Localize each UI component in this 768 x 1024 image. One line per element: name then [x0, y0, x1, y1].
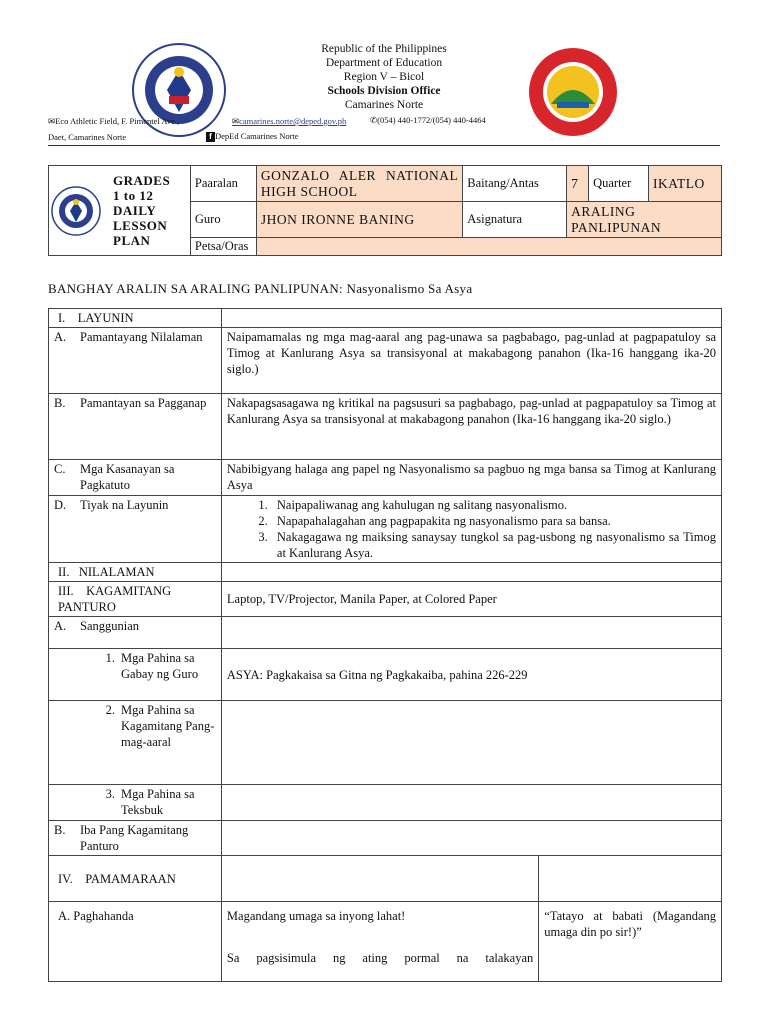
- deped-seal-small: [51, 186, 101, 236]
- row-d-label: D. Tiyak na Layunin: [49, 496, 222, 563]
- row-s3: 3. Mga Pahina sa Teksbuk: [49, 785, 222, 821]
- row-b-text: Nakapagsasagawa ng kritikal na pagsusuri sa pagbabago, pag-unlad at pagpapatuloy sa Timog at Kanlurang Asya sa transisyonal at makabagong panahon (Ika-16 hanggang ika-20 siglo.): [221, 394, 721, 460]
- row-kagamitan-text: Laptop, TV/Projector, Manila Paper, at Colored Paper: [221, 582, 721, 617]
- teacher-line-1: Magandang umaga sa inyong lahat!: [226, 909, 406, 923]
- paaralan-label: Paaralan: [190, 166, 256, 202]
- header-line-sdo: Schools Division Office: [327, 85, 441, 97]
- row-s2-blank: [221, 701, 721, 785]
- row-kagamitan: III. KAGAMITANG PANTURO: [49, 582, 222, 617]
- row-s1-text: ASYA: Pagkakaisa sa Gitna ng Pagkakaiba, pahina 226-229: [221, 649, 721, 701]
- spacer: [227, 924, 533, 950]
- row-s3-blank: [221, 785, 721, 821]
- row-sanggunian: A. Sanggunian: [49, 617, 222, 649]
- row-c-label: C. Mga Kasanayan sa Pagkatuto: [49, 460, 222, 496]
- row-a-label: A. Pamantayang Nilalaman: [49, 328, 222, 394]
- row-nilalaman: II. NILALAMAN: [49, 563, 222, 582]
- row-sanggunian-blank: [221, 617, 721, 649]
- contact-phone: ✆(054) 440-1772/(054) 440-4464: [370, 115, 486, 125]
- list-item: 2. Napapahalagahan ang pagpapakita ng nasyonalismo para sa bansa.: [271, 513, 716, 529]
- header-text: [0, 42, 768, 112]
- lesson-info-table: [48, 165, 722, 256]
- header-line-division: Camarines Norte: [344, 99, 424, 111]
- contact-address-2: Daet, Camarines Norte: [48, 132, 127, 142]
- row-layunin-blank: [221, 309, 721, 328]
- row-paghahanda-teacher: [221, 902, 538, 982]
- header-divider: [48, 145, 720, 146]
- row-nilalaman-blank: [221, 563, 721, 582]
- row-paghahanda-student: “Tatayo at babati (Magandang umaga din po sir!)”: [539, 902, 722, 982]
- guro-label: Guro: [190, 202, 256, 238]
- row-c-text: Nabibigyang halaga ang papel ng Nasyonalismo sa pagbuo ng mga bansa sa Timog at Kanlurang Asya: [221, 460, 721, 496]
- list-item: 3. Nakagagawa ng maiksing sanaysay tungkol sa pag-usbong ng nasyonalismo sa Timog at Kanlurang Asya.: [271, 529, 716, 561]
- asignatura-value: ARALING PANLIPUNAN: [567, 202, 722, 238]
- row-iba-blank: [221, 821, 721, 856]
- dlp-title-cell: [49, 166, 191, 256]
- header-line-deped: Department of Education: [325, 57, 443, 69]
- row-d-list: [221, 496, 721, 563]
- baitang-label: Baitang/Antas: [463, 166, 567, 202]
- contact-address-1: ✉Eco Athletic Field, F. Pimentel Ave.,: [48, 116, 180, 126]
- petsa-label: Petsa/Oras: [190, 238, 256, 256]
- row-b-label: B. Pamantayan sa Pagganap: [49, 394, 222, 460]
- row-pamamaraan-teacher: [221, 856, 538, 902]
- paaralan-value: GONZALO ALER NATIONAL HIGH SCHOOL: [256, 166, 462, 202]
- contact-facebook: f DepEd Camarines Norte: [206, 131, 299, 142]
- asignatura-label: Asignatura: [463, 202, 567, 238]
- email-icon: ✉: [232, 116, 240, 126]
- dlp-title: GRADES 1 to 12 DAILY LESSON PLAN: [113, 173, 171, 248]
- lesson-plan-table: [48, 308, 722, 982]
- facebook-icon: f: [206, 132, 215, 142]
- row-iba: B. Iba Pang Kagamitang Panturo: [49, 821, 222, 856]
- lesson-title: BANGHAY ARALIN SA ARALING PANLIPUNAN: Nasyonalismo Sa Asya: [48, 281, 473, 296]
- row-pamamaraan: IV. PAMAMARAAN: [49, 856, 222, 902]
- row-s1: 1. Mga Pahina sa Gabay ng Guro: [49, 649, 222, 701]
- row-paghahanda: A. Paghahanda: [49, 902, 222, 982]
- row-a-text: Naipamamalas ng mga mag-aaral ang pag-unawa sa pagbabago, pag-unlad at pagpapatuloy sa Timog at Kanlurang Asya sa transisyonal at makabagong panahon (Ika-16 hanggang ika-20 siglo.): [221, 328, 721, 394]
- phone-icon: ✆: [370, 115, 378, 125]
- baitang-value: 7: [567, 166, 589, 202]
- petsa-value: [256, 238, 721, 256]
- division-seal-right: [527, 46, 619, 138]
- row-layunin: I. LAYUNIN: [49, 309, 222, 328]
- header-line-region: Region V – Bicol: [343, 71, 425, 83]
- row-pamamaraan-student: [539, 856, 722, 902]
- quarter-value: IKATLO: [649, 166, 722, 202]
- envelope-icon: ✉: [48, 116, 56, 126]
- list-item: 1. Naipapaliwanag ang kahulugan ng salitang nasyonalismo.: [271, 497, 716, 513]
- teacher-line-2: Sa pagsisimula ng ating pormal na talakayan: [226, 951, 534, 965]
- quarter-label: Quarter: [589, 166, 649, 202]
- guro-value: JHON IRONNE BANING: [256, 202, 462, 238]
- contact-email[interactable]: ✉camarines.norte@deped.gov.ph: [232, 116, 347, 126]
- header-line-republic: Republic of the Philippines: [321, 43, 447, 55]
- row-s2: 2. Mga Pahina sa Kagamitang Pang-mag-aaral: [49, 701, 222, 785]
